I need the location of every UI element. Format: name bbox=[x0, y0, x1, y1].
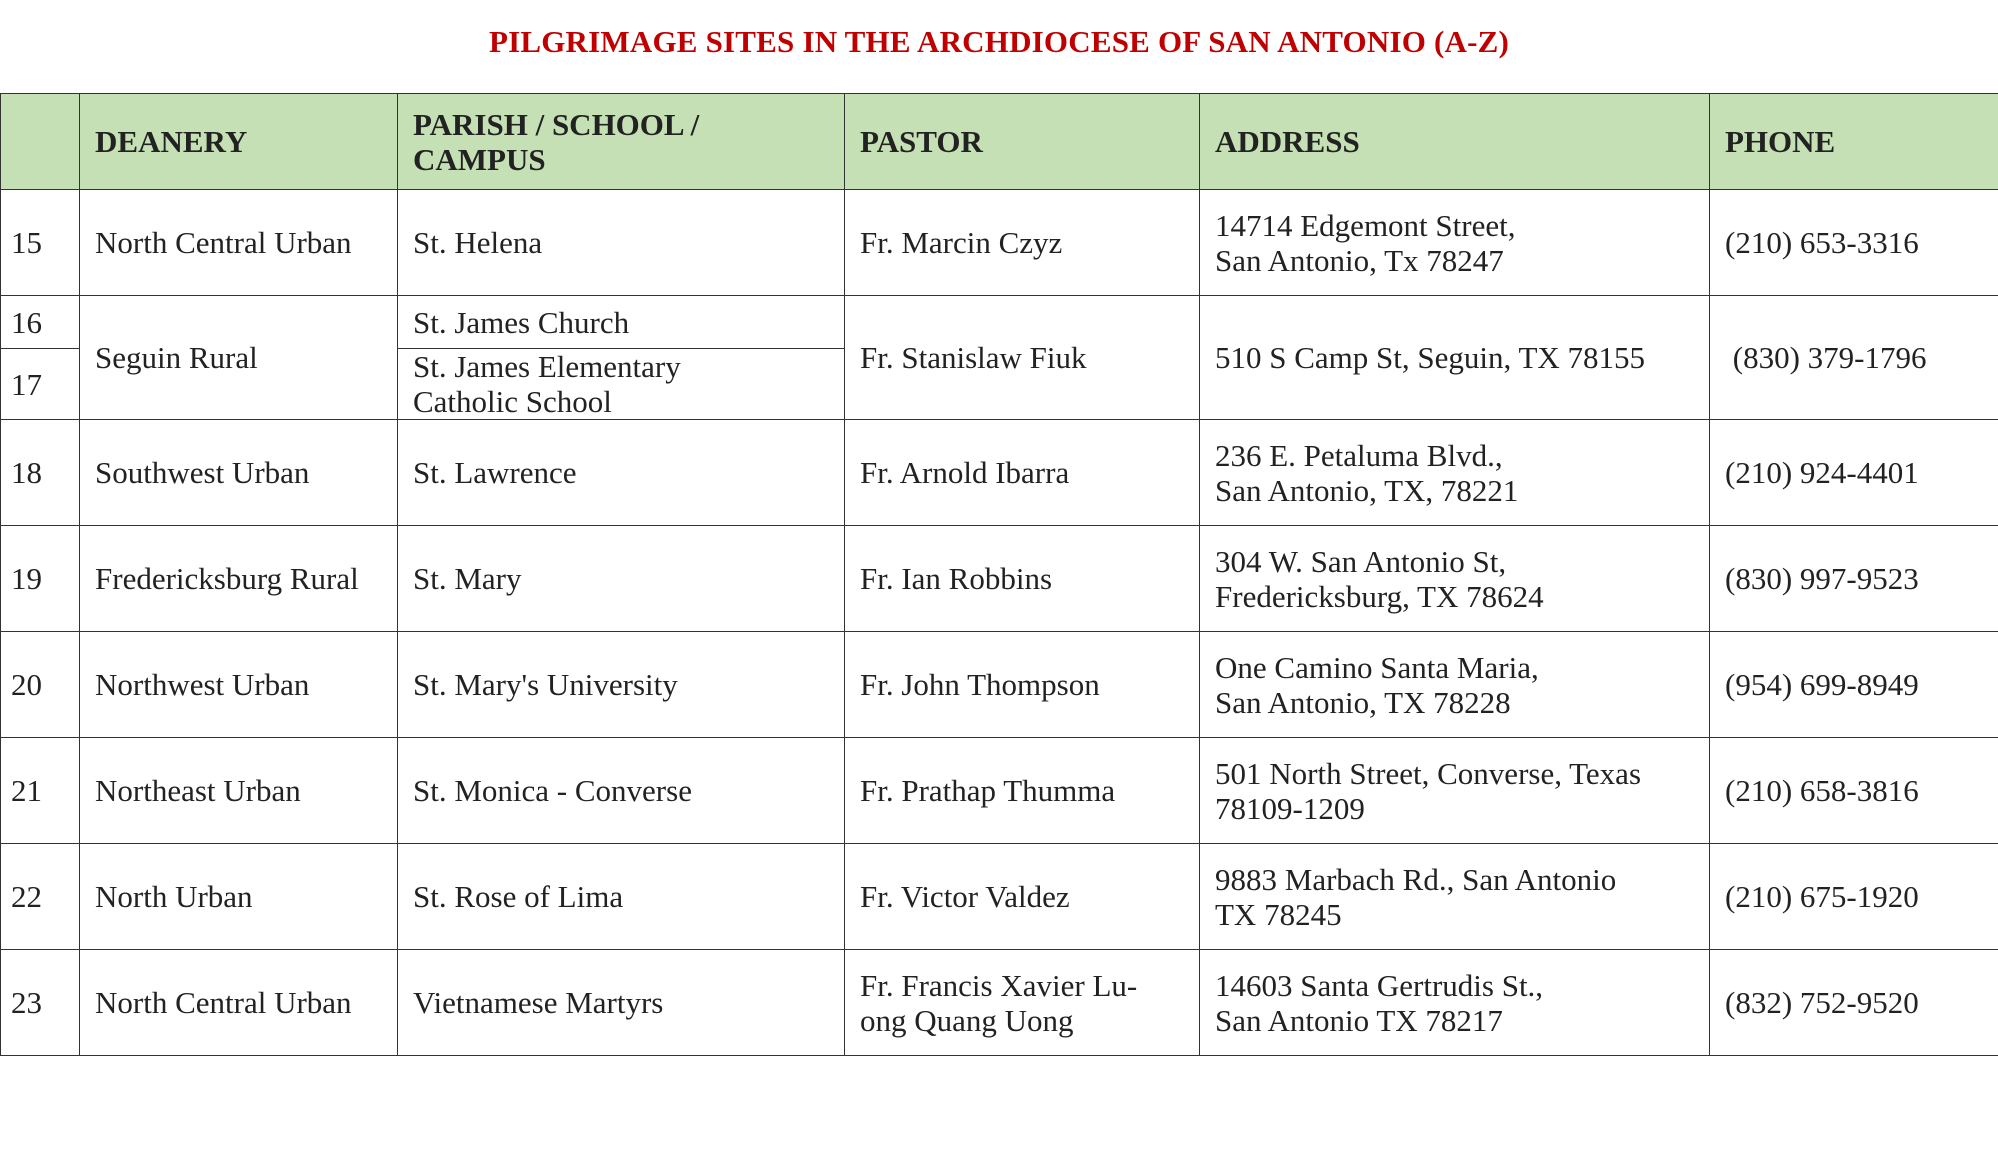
pilgrimage-sites-table bbox=[0, 93, 1998, 1056]
deanery-cell: Seguin Rural bbox=[80, 296, 398, 420]
header-pastor: PASTOR bbox=[845, 94, 1200, 190]
parish-cell: St. Monica - Converse bbox=[398, 738, 845, 844]
phone-cell: (210) 658-3816 bbox=[1710, 738, 1998, 844]
parish-cell: St. Mary bbox=[398, 526, 845, 632]
parish-cell: St. Rose of Lima bbox=[398, 844, 845, 950]
table-row bbox=[1, 296, 1998, 349]
table-row bbox=[1, 420, 1998, 526]
table-row bbox=[1, 526, 1998, 632]
phone-cell: (830) 379-1796 bbox=[1710, 296, 1998, 420]
phone-cell: (830) 997-9523 bbox=[1710, 526, 1998, 632]
pastor-cell: Fr. Ian Robbins bbox=[845, 526, 1200, 632]
page-title: PILGRIMAGE SITES IN THE ARCHDIOCESE OF SAN ANTONIO (A-Z) bbox=[488, 24, 1510, 59]
deanery-cell: Northwest Urban bbox=[80, 632, 398, 738]
pastor-cell: Fr. Francis Xavier Lu- ong Quang Uong bbox=[845, 950, 1200, 1056]
deanery-cell: Fredericksburg Rural bbox=[80, 526, 398, 632]
header-address: ADDRESS bbox=[1200, 94, 1710, 190]
row-number: 17 bbox=[1, 349, 80, 420]
table-row bbox=[1, 738, 1998, 844]
header-number bbox=[1, 94, 80, 190]
pastor-cell: Fr. Prathap Thumma bbox=[845, 738, 1200, 844]
phone-cell: (832) 752-9520 bbox=[1710, 950, 1998, 1056]
header-parish: PARISH / SCHOOL / CAMPUS bbox=[398, 94, 845, 190]
deanery-cell: Southwest Urban bbox=[80, 420, 398, 526]
row-number: 15 bbox=[1, 190, 80, 296]
parish-cell: St. Helena bbox=[398, 190, 845, 296]
table-row bbox=[1, 844, 1998, 950]
address-cell: 304 W. San Antonio St, Fredericksburg, TX 78624 bbox=[1200, 526, 1710, 632]
phone-cell: (954) 699-8949 bbox=[1710, 632, 1998, 738]
table-row bbox=[1, 632, 1998, 738]
address-cell: 510 S Camp St, Seguin, TX 78155 bbox=[1200, 296, 1710, 420]
deanery-cell: North Central Urban bbox=[80, 950, 398, 1056]
row-number: 23 bbox=[1, 950, 80, 1056]
address-cell: 14603 Santa Gertrudis St., San Antonio TX 78217 bbox=[1200, 950, 1710, 1056]
pastor-cell: Fr. Stanislaw Fiuk bbox=[845, 296, 1200, 420]
parish-cell: St. Mary's University bbox=[398, 632, 845, 738]
phone-cell: (210) 924-4401 bbox=[1710, 420, 1998, 526]
phone-cell: (210) 653-3316 bbox=[1710, 190, 1998, 296]
phone-cell: (210) 675-1920 bbox=[1710, 844, 1998, 950]
table-row bbox=[1, 950, 1998, 1056]
parish-cell: Vietnamese Martyrs bbox=[398, 950, 845, 1056]
table-header-row bbox=[1, 94, 1998, 190]
deanery-cell: Northeast Urban bbox=[80, 738, 398, 844]
row-number: 16 bbox=[1, 296, 80, 349]
address-cell: 9883 Marbach Rd., San Antonio TX 78245 bbox=[1200, 844, 1710, 950]
pastor-cell: Fr. Victor Valdez bbox=[845, 844, 1200, 950]
address-cell: One Camino Santa Maria, San Antonio, TX 78228 bbox=[1200, 632, 1710, 738]
row-number: 19 bbox=[1, 526, 80, 632]
pastor-cell: Fr. Arnold Ibarra bbox=[845, 420, 1200, 526]
parish-cell: St. James Elementary Catholic School bbox=[398, 349, 845, 420]
pastor-cell: Fr. John Thompson bbox=[845, 632, 1200, 738]
row-number: 20 bbox=[1, 632, 80, 738]
address-cell: 236 E. Petaluma Blvd., San Antonio, TX, 78221 bbox=[1200, 420, 1710, 526]
row-number: 18 bbox=[1, 420, 80, 526]
address-cell: 14714 Edgemont Street, San Antonio, Tx 78247 bbox=[1200, 190, 1710, 296]
deanery-cell: North Urban bbox=[80, 844, 398, 950]
header-phone: PHONE bbox=[1710, 94, 1998, 190]
parish-cell: St. James Church bbox=[398, 296, 845, 349]
pastor-cell: Fr. Marcin Czyz bbox=[845, 190, 1200, 296]
row-number: 21 bbox=[1, 738, 80, 844]
parish-cell: St. Lawrence bbox=[398, 420, 845, 526]
header-deanery: DEANERY bbox=[80, 94, 398, 190]
deanery-cell: North Central Urban bbox=[80, 190, 398, 296]
address-cell: 501 North Street, Converse, Texas 78109-1209 bbox=[1200, 738, 1710, 844]
row-number: 22 bbox=[1, 844, 80, 950]
table-row bbox=[1, 190, 1998, 296]
